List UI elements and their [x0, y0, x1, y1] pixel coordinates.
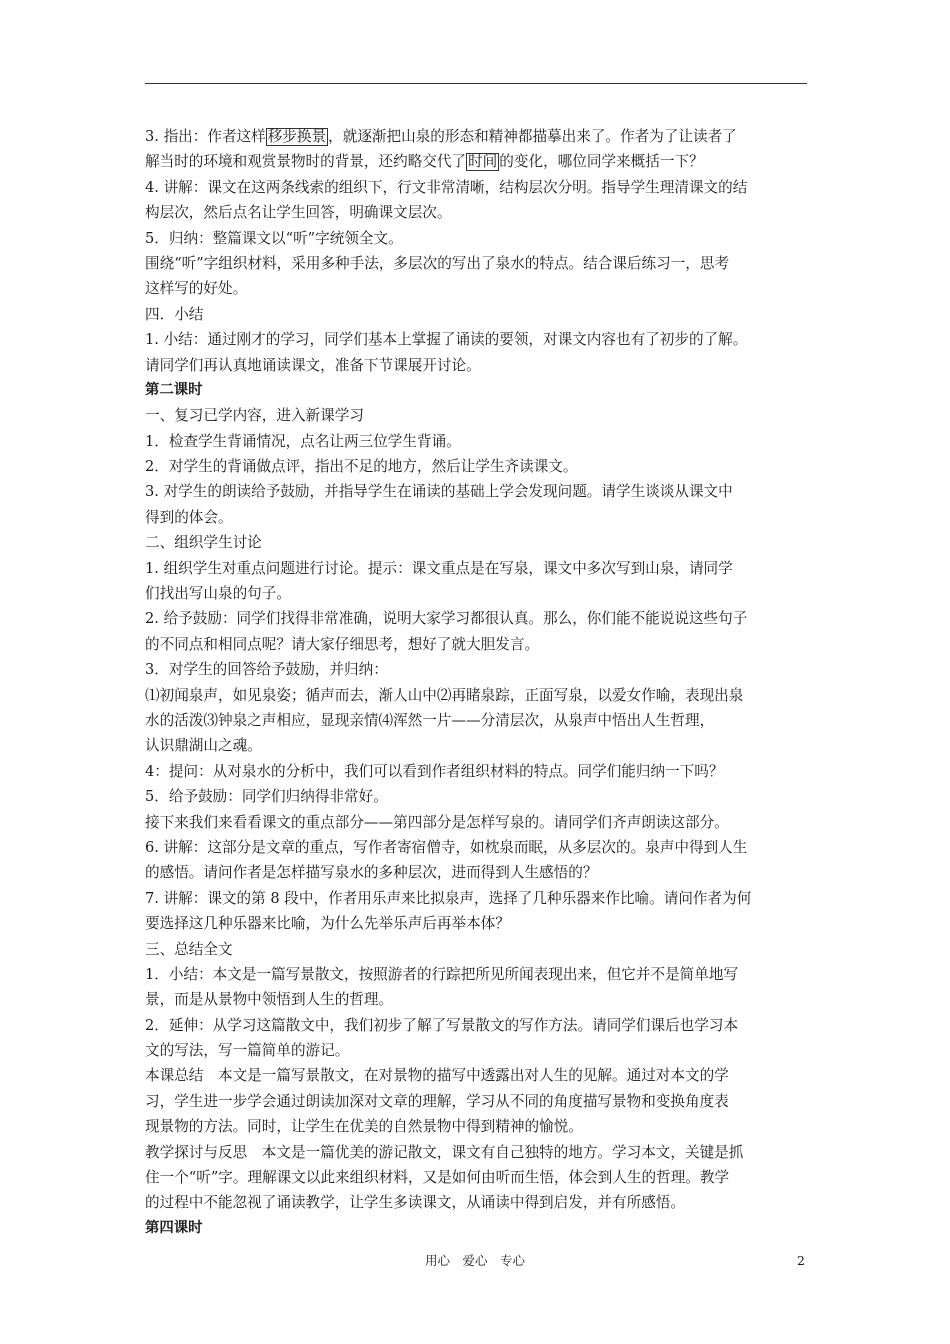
text-run: 的过程中不能忽视了诵读教学，让学生多读课文，从诵读中得到启发，并有所感悟。: [145, 1194, 685, 1212]
text-run: 1．检查学生背诵情况，点名让两三位学生背诵。: [145, 432, 461, 450]
text-line: [145, 632, 810, 657]
text-run: 3. 对学生的朗读给予鼓励，并指导学生在诵读的基础上学会发现问题。请学生谈谈从课文中: [145, 483, 733, 501]
text-line: [145, 987, 810, 1012]
text-line: [145, 581, 810, 606]
text-run: 7. 讲解：课文的第 8 段中，作者用乐声来比拟泉声，选择了几种乐器来作比喻。请问作者为何: [145, 889, 752, 907]
text-line: [145, 886, 810, 911]
text-line: [145, 1038, 810, 1063]
text-run: 要选择这几种乐器来比喻，为什么先举乐声后再举本体？: [145, 915, 510, 933]
text-line: [145, 1140, 810, 1165]
text-run: 2. 给予鼓励：同学们找得非常准确，说明大家学习都很认真。那么，你们能不能说说这些句子: [145, 610, 748, 628]
text-run: 6. 讲解：这部分是文章的重点，写作者寄宿僧寺，如枕泉而眠，从多层次的。泉声中得到人生: [145, 838, 748, 856]
text-run: 住一个“听”字。理解课文以此来组织材料，又是如何由听而生悟，体会到人生的哲理。教学: [145, 1169, 730, 1187]
text-run: 一、复习已学内容，进入新课学习: [145, 407, 364, 425]
text-line: [145, 835, 810, 860]
text-line: [145, 860, 810, 885]
text-line: [145, 962, 810, 987]
text-line: [145, 200, 810, 225]
text-run: 5．归纳：整篇课文以“听”字统领全文。: [145, 229, 403, 247]
text-line: [145, 454, 810, 479]
text-line: [145, 276, 810, 301]
text-line: [145, 175, 810, 200]
text-run: 教学探讨与反思 本文是一篇优美的游记散文，课文有自己独特的地方。学习本文，关键是抓: [145, 1143, 744, 1161]
text-line: [145, 733, 810, 758]
text-run: ，就逐渐把山泉的形态和精神都描摹出来了。作者为了让读者了: [328, 128, 737, 145]
text-run: 这样写的好处。: [145, 280, 248, 298]
text-line: [145, 429, 810, 454]
footer-motto: 用心 爱心 专心: [424, 1253, 525, 1268]
text-line: [145, 606, 810, 631]
text-run: 本课总结 本文是一篇写景散文，在对景物的描写中透露出对人生的见解。通过对本文的学: [145, 1067, 729, 1085]
text-line: [145, 1013, 810, 1038]
text-run: 三、总结全文: [145, 940, 233, 958]
text-line: [145, 759, 810, 784]
boxed-term: 时间: [468, 153, 498, 171]
text-line: [145, 302, 810, 327]
text-run: 3．对学生的回答给予鼓励，并归纳：: [145, 661, 388, 679]
text-run: 接下来我们来看看课文的重点部分——第四部分是怎样写泉的。请同学们齐声朗读这部分。: [145, 813, 729, 831]
text-run: 解当时的环境和观赏景物时的背景，还约略交代了: [145, 153, 467, 171]
text-line: [145, 708, 810, 733]
text-run: 围绕“听”字组织材料，采用多种手法，多层次的写出了泉水的特点。结合课后练习一，思考: [145, 254, 730, 272]
text-line: [145, 810, 810, 835]
text-line: [145, 149, 810, 174]
text-run: 请同学们再认真地诵读课文，准备下节课展开讨论。: [145, 356, 481, 374]
text-line: [145, 911, 810, 936]
text-line: [145, 124, 810, 149]
text-run: 2．对学生的背诵做点评，指出不足的地方，然后让学生齐读课文。: [145, 458, 578, 476]
page-number: 2: [797, 1253, 805, 1268]
text-run: 四．小结: [145, 305, 204, 323]
text-line: [145, 479, 810, 504]
page-footer: [0, 1250, 950, 1272]
document-body: [145, 124, 810, 1241]
section-heading: [145, 1216, 810, 1241]
text-line: [145, 556, 810, 581]
text-line: [145, 226, 810, 251]
text-run: 2．延伸：从学习这篇散文中，我们初步了解了写景散文的写作方法。请同学们课后也学习本: [145, 1016, 739, 1034]
text-run: 的变化，哪位同学来概括一下？: [499, 153, 704, 171]
text-run: 1．小结：本文是一篇写景散文，按照游者的行踪把所见所闻表现出来，但它并不是简单地写: [145, 965, 739, 983]
text-line: [145, 1089, 810, 1114]
text-run: 3. 指出：作者这样: [145, 128, 266, 145]
text-run: 5．给予鼓励：同学们归纳得非常好。: [145, 788, 388, 806]
text-line: [145, 403, 810, 428]
text-line: [145, 327, 810, 352]
text-line: [145, 1114, 810, 1139]
text-run: 水的活泼⑶钟泉之声相应，显现亲情⑷浑然一片——分清层次，从泉声中悟出人生哲理，: [145, 711, 715, 729]
text-line: [145, 657, 810, 682]
text-run: 第二课时: [145, 381, 203, 398]
text-run: 1. 组织学生对重点问题进行讨论。提示：课文重点是在写泉，课文中多次写到山泉，请同学: [145, 559, 733, 577]
text-run: 4. 讲解：课文在这两条线索的组织下，行文非常清晰，结构层次分明。指导学生理清课文的结: [145, 178, 748, 196]
text-run: 第四课时: [145, 1219, 203, 1236]
section-heading: [145, 378, 810, 403]
text-run: 的不同点和相同点呢？请大家仔细思考，想好了就大胆发言。: [145, 635, 540, 653]
text-line: [145, 1165, 810, 1190]
text-line: [145, 1190, 810, 1215]
boxed-term: 移步换景: [267, 128, 327, 145]
text-line: [145, 1063, 810, 1088]
header-rule: [145, 83, 807, 84]
text-run: 得到的体会。: [145, 508, 233, 526]
text-run: 构层次，然后点名让学生回答，明确课文层次。: [145, 204, 452, 222]
text-line: [145, 353, 810, 378]
text-line: [145, 530, 810, 555]
text-run: 4：提问：从对泉水的分析中，我们可以看到作者组织材料的特点。同学们能归纳一下吗？: [145, 762, 724, 780]
text-line: [145, 251, 810, 276]
text-run: 的感悟。请问作者是怎样描写泉水的多种层次，进而得到人生感悟的？: [145, 864, 598, 882]
text-run: 习，学生进一步学会通过朗读加深对文章的理解，学习从不同的角度描写景物和变换角度表: [145, 1092, 729, 1110]
text-run: 景，而是从景物中领悟到人生的哲理。: [145, 991, 394, 1009]
text-run: 1. 小结：通过刚才的学习，同学们基本上掌握了诵读的要领，对课文内容也有了初步的了解。: [145, 331, 748, 349]
text-run: ⑴初闻泉声，如见泉姿；循声而去，渐人山中⑵再睹泉踪，正面写泉，以爱女作喻，表现出泉: [145, 686, 744, 704]
text-line: [145, 784, 810, 809]
text-run: 们找出写山泉的句子。: [145, 585, 291, 603]
text-run: 认识鼎湖山之魂。: [145, 737, 262, 755]
text-line: [145, 505, 810, 530]
text-run: 现景物的方法。同时，让学生在优美的自然景物中得到精神的愉悦。: [145, 1118, 583, 1136]
text-line: [145, 937, 810, 962]
text-run: 文的写法，写一篇简单的游记。: [145, 1042, 350, 1060]
text-run: 二、组织学生讨论: [145, 534, 262, 552]
text-line: [145, 683, 810, 708]
